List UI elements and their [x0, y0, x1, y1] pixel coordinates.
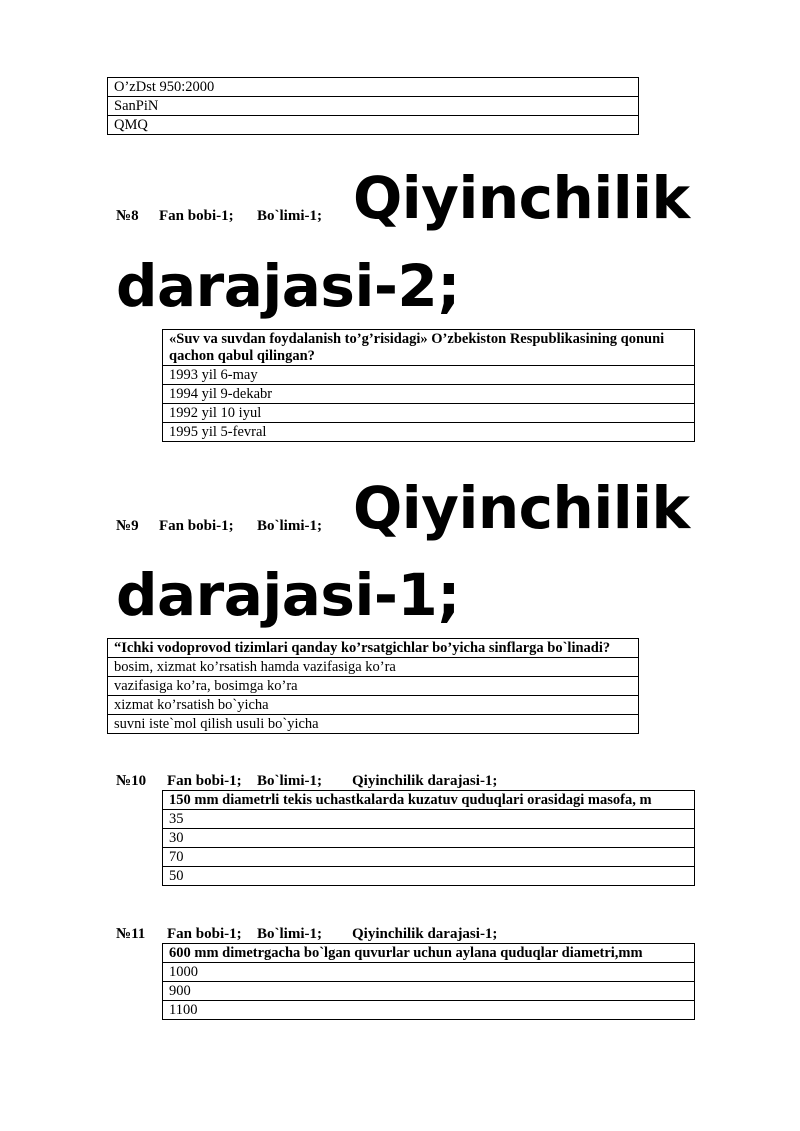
answer-option: bosim, xizmat ko’rsatish hamda vazifasiga ko’ra — [108, 658, 639, 677]
answer-option: suvni iste`mol qilish usuli bo`yicha — [108, 715, 639, 734]
bolimi: Bo`limi-1; — [257, 926, 322, 942]
table-row — [108, 677, 639, 696]
table-row — [108, 639, 639, 658]
table-row — [108, 116, 639, 135]
table-row — [108, 696, 639, 715]
question-10-table — [162, 790, 695, 886]
table-cell: QMQ — [108, 116, 639, 135]
question-number: №10 — [116, 773, 147, 789]
bolimi: Bo`limi-1; — [257, 208, 322, 224]
table-row — [163, 867, 695, 886]
fan-bobi: Fan bobi-1; — [167, 926, 242, 942]
table-row — [163, 829, 695, 848]
fan-bobi: Fan bobi-1; — [159, 208, 234, 224]
answer-option: 50 — [163, 867, 695, 886]
question-11-header — [116, 926, 497, 943]
table-row — [163, 963, 695, 982]
table-row — [163, 982, 695, 1001]
table-row — [163, 404, 695, 423]
question-number: №11 — [116, 926, 146, 942]
table-cell: SanPiN — [108, 97, 639, 116]
table-row — [163, 848, 695, 867]
question-11-table — [162, 943, 695, 1020]
table-row — [163, 810, 695, 829]
question-9-table — [107, 638, 639, 734]
difficulty-word: Qiyinchilik — [353, 474, 690, 542]
question-10-header — [116, 773, 497, 790]
bolimi: Bo`limi-1; — [257, 773, 322, 789]
answer-option: 30 — [163, 829, 695, 848]
bolimi: Bo`limi-1; — [257, 518, 322, 534]
answer-option: vazifasiga ko’ra, bosimga ko’ra — [108, 677, 639, 696]
question-8-table — [162, 329, 695, 442]
answer-option: 70 — [163, 848, 695, 867]
difficulty-level: darajasi-2; — [116, 252, 460, 320]
table-row — [163, 791, 695, 810]
standards-table — [107, 77, 639, 135]
table-row — [108, 97, 639, 116]
answer-option: xizmat ko’rsatish bo`yicha — [108, 696, 639, 715]
table-row — [163, 423, 695, 442]
difficulty: Qiyinchilik darajasi-1; — [352, 773, 498, 789]
answer-option: 1995 yil 5-fevral — [163, 423, 695, 442]
difficulty-level: darajasi-1; — [116, 561, 460, 629]
table-cell: O’zDst 950:2000 — [108, 78, 639, 97]
fan-bobi: Fan bobi-1; — [167, 773, 242, 789]
question-text: 600 mm dimetrgacha bo`lgan quvurlar uchun aylana quduqlar diametri,mm — [163, 944, 695, 963]
answer-option: 35 — [163, 810, 695, 829]
answer-option: 1993 yil 6-may — [163, 366, 695, 385]
question-text: 150 mm diametrli tekis uchastkalarda kuzatuv quduqlari orasidagi masofa, m — [163, 791, 695, 810]
difficulty: Qiyinchilik darajasi-1; — [352, 926, 498, 942]
question-8-header — [116, 208, 322, 225]
answer-option: 1100 — [163, 1001, 695, 1020]
answer-option: 1994 yil 9-dekabr — [163, 385, 695, 404]
table-row — [163, 366, 695, 385]
difficulty-word: Qiyinchilik — [353, 164, 690, 232]
answer-option: 1992 yil 10 iyul — [163, 404, 695, 423]
question-number: №9 — [116, 518, 139, 534]
answer-option: 900 — [163, 982, 695, 1001]
table-row — [163, 1001, 695, 1020]
question-text: “Ichki vodoprovod tizimlari qanday ko’rsatgichlar bo’yicha sinflarga bo`linadi? — [108, 639, 639, 658]
table-row — [108, 78, 639, 97]
table-row — [163, 944, 695, 963]
question-9-header — [116, 518, 322, 535]
answer-option: 1000 — [163, 963, 695, 982]
table-row — [108, 658, 639, 677]
fan-bobi: Fan bobi-1; — [159, 518, 234, 534]
table-row — [163, 385, 695, 404]
table-row — [163, 330, 695, 366]
question-text: «Suv va suvdan foydalanish to’g’risidagi» O’zbekiston Respublikasining qonuni qachon qabul qilingan? — [163, 330, 695, 366]
table-row — [108, 715, 639, 734]
question-number: №8 — [116, 208, 139, 224]
